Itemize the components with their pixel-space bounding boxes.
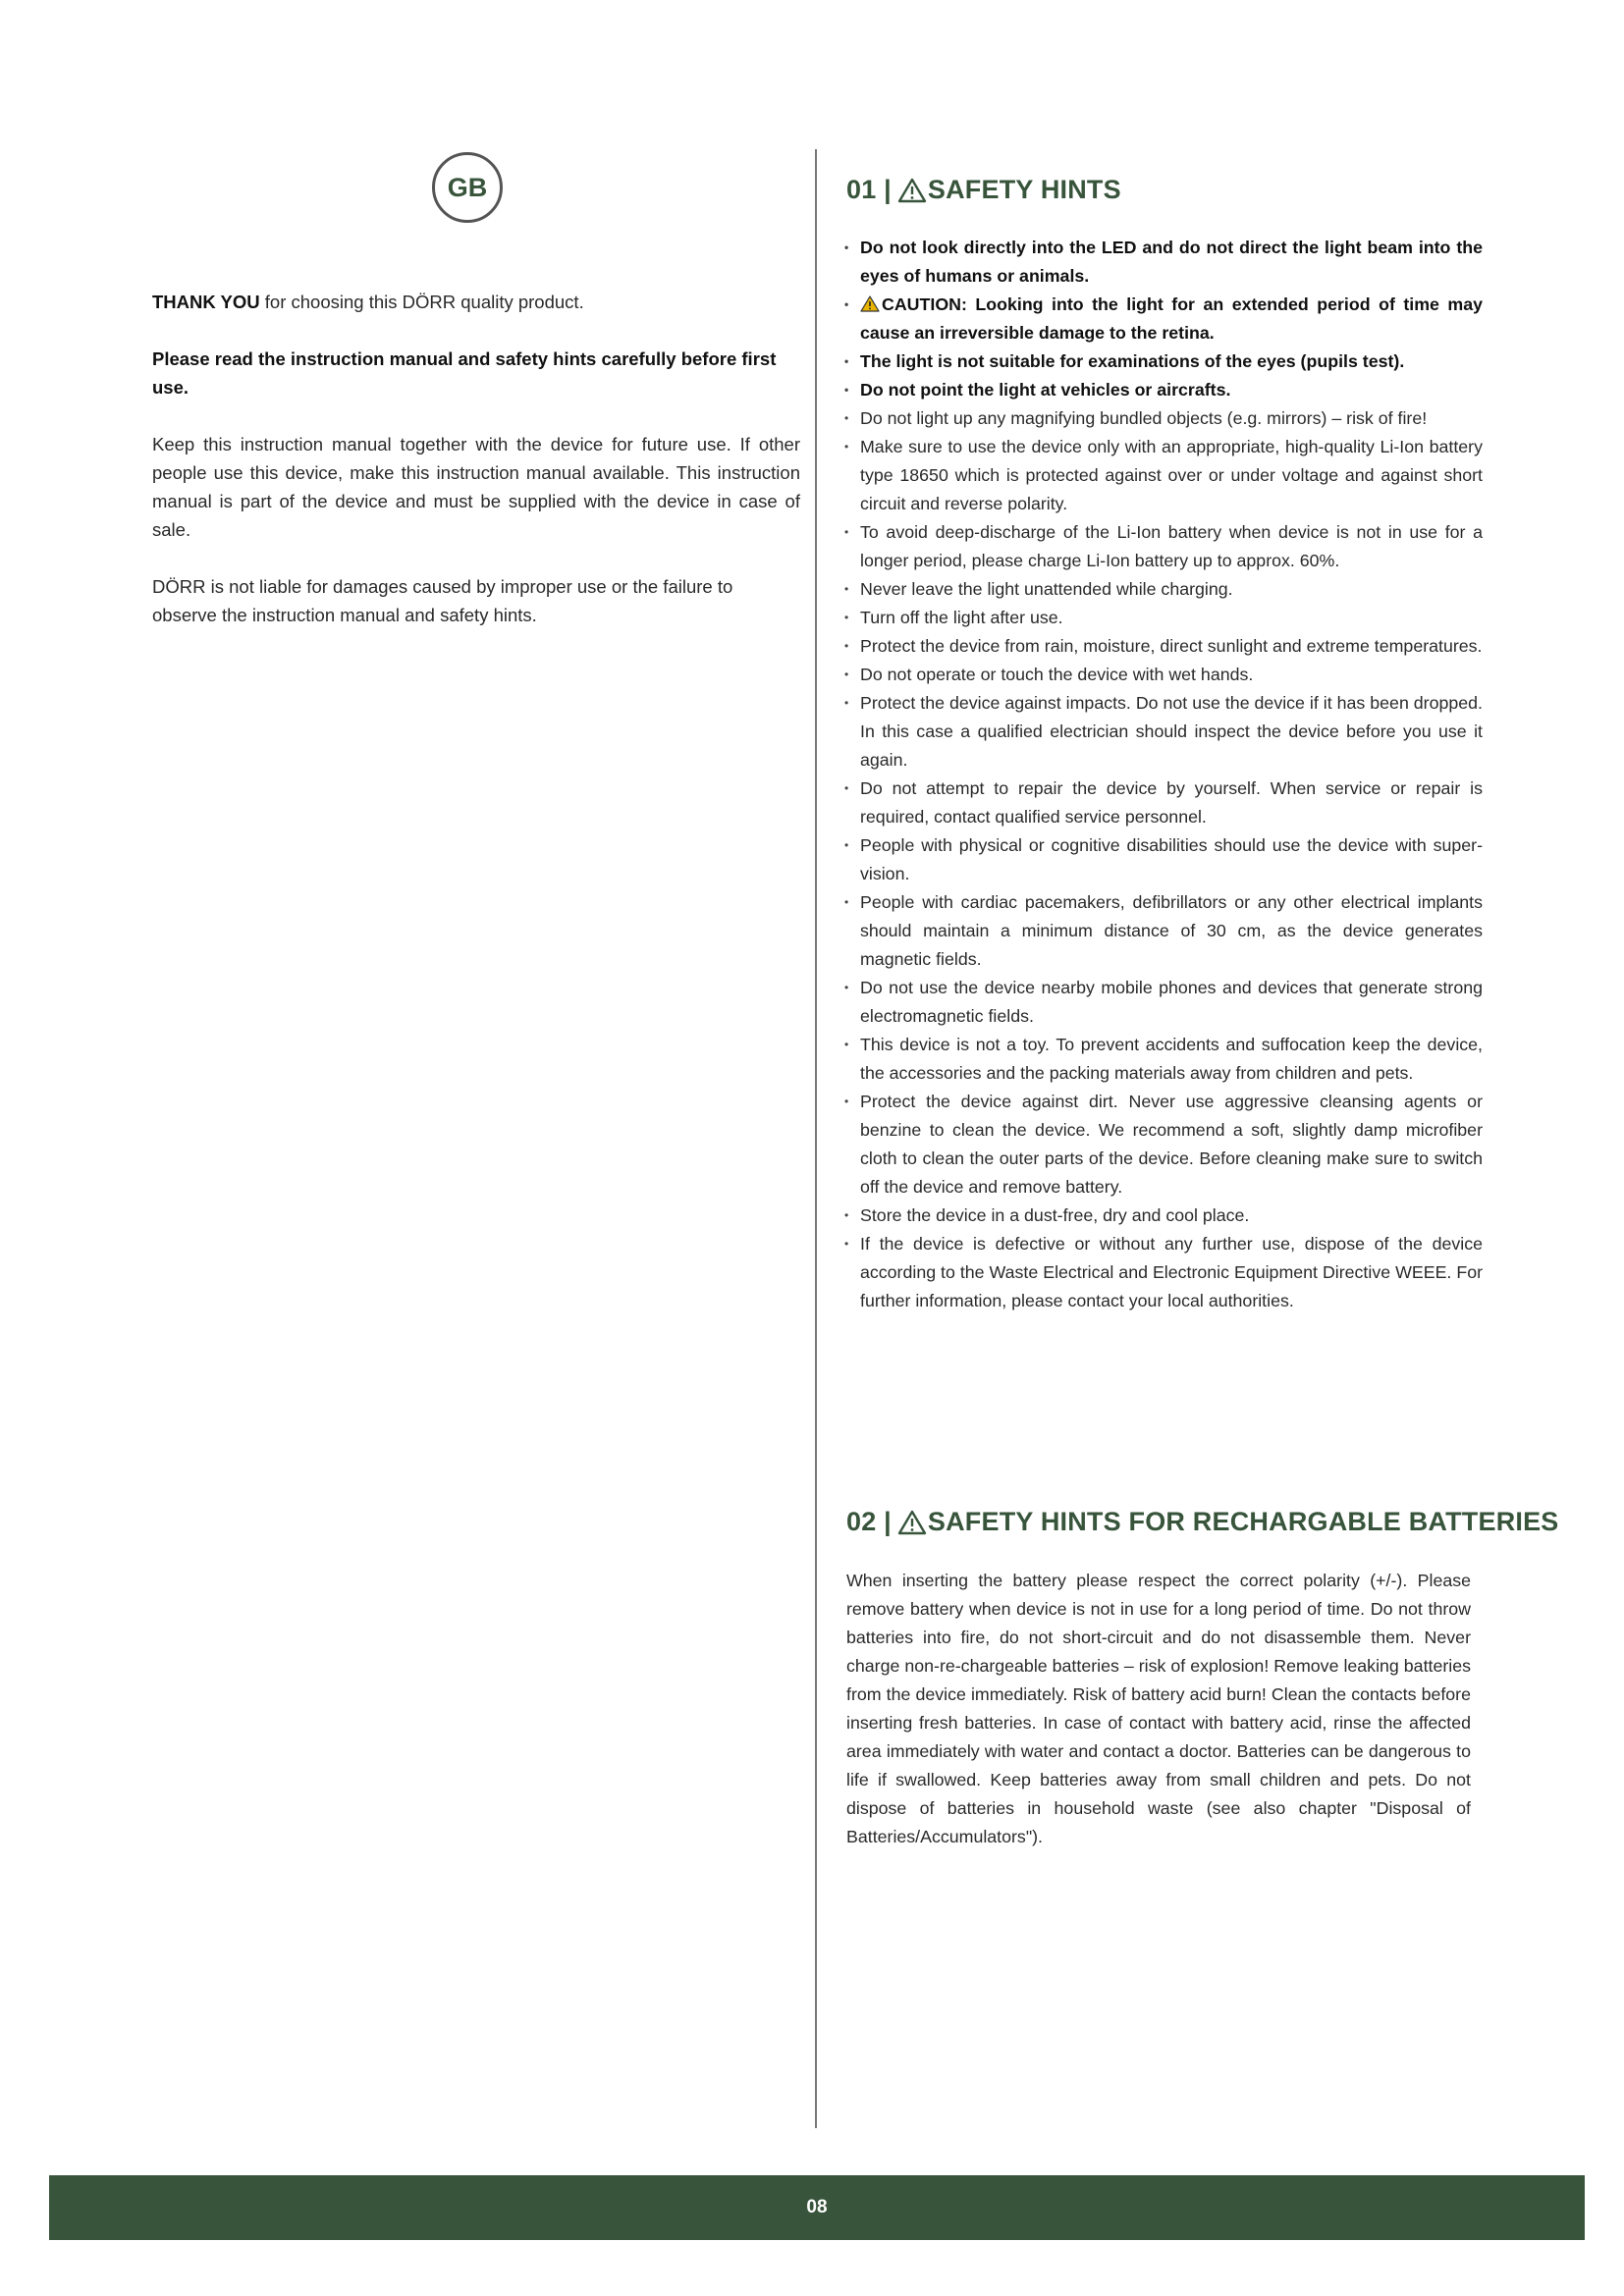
thank-you-rest: for choosing this DÖRR quality product.	[259, 292, 584, 312]
section-number: 01 |	[846, 175, 892, 204]
list-item: • People with physical or cognitive disabilities should use the device with super-vision.	[844, 831, 1483, 888]
list-item	[844, 291, 1483, 347]
intro-column	[152, 288, 800, 658]
safety-hints-list	[844, 234, 1483, 1315]
battery-hints-paragraph: When inserting the battery please respect the correct polarity (+/-). Please remove battery when device is not in use for a long period of time. Do not throw batteries into fire, do not short-circuit and do not disassemble them. Never charge non-re-chargeable batteries – risk of explosion! Remove leaking batteries from the device immediately. Risk of battery acid burn! Clean the contacts before inserting fresh batteries. In case of contact with battery acid, rinse the affected area immediately with water and contact a doctor. Batteries can be dangerous to life if swallowed. Keep batteries away from small children and pets. Do not dispose of batteries in household waste (see also chapter "Disposal of Batteries/Accumulators").	[846, 1571, 1471, 1846]
list-item: • Never leave the light unattended while charging.	[844, 575, 1483, 604]
list-item: • Make sure to use the device only with an appropriate, high-quality Li-Ion battery type 18650 which is protected against over or under voltage and against short circuit and reverse polarity.	[844, 433, 1483, 518]
list-item: • Do not operate or touch the device with wet hands.	[844, 661, 1483, 689]
caution-text: CAUTION: Looking into the light for an extended period of time may cause an irreversible damage to the retina.	[860, 294, 1483, 343]
page-number: 08	[806, 2197, 828, 2217]
section-title-text: SAFETY HINTS	[927, 175, 1121, 204]
column-divider	[815, 149, 817, 2128]
caution-triangle-icon	[860, 295, 880, 312]
list-item: • Do not look directly into the LED and do not direct the light beam into the eyes of humans or animals.	[844, 234, 1483, 291]
page-footer	[49, 2175, 1585, 2240]
list-item: • Do not point the light at vehicles or aircrafts.	[844, 376, 1483, 404]
list-item: • This device is not a toy. To prevent accidents and suffocation keep the device, the accessories and the packing materials away from children and pets.	[844, 1031, 1483, 1088]
warning-triangle-icon	[897, 178, 927, 203]
list-item: • Protect the device from rain, moisture, direct sunlight and extreme temperatures.	[844, 632, 1483, 661]
list-item: • Do not use the device nearby mobile phones and devices that generate strong electromagnetic fields.	[844, 974, 1483, 1031]
section-title-battery-hints	[846, 1507, 1559, 1537]
list-item: • If the device is defective or without any further use, dispose of the device according to the Waste Electrical and Electronic Equipment Directive WEEE. For further information, please contact your local authorities.	[844, 1230, 1483, 1315]
list-item: • The light is not suitable for examinations of the eyes (pupils test).	[844, 347, 1483, 376]
thank-you-line	[152, 288, 800, 316]
list-item: • Turn off the light after use.	[844, 604, 1483, 632]
read-notice: Please read the instruction manual and safety hints carefully before first use.	[152, 348, 777, 398]
list-item: • People with cardiac pacemakers, defibrillators or any other electrical implants should maintain a minimum distance of 30 cm, as the device generates magnetic fields.	[844, 888, 1483, 974]
list-item: • Protect the device against impacts. Do not use the device if it has been dropped. In this case a qualified electrician should inspect the device before you use it again.	[844, 689, 1483, 774]
keep-manual-paragraph: Keep this instruction manual together with the device for future use. If other people use this device, make this instruction manual available. This instruction manual is part of the device and must be supplied with the device in case of sale.	[152, 434, 800, 540]
list-item: • Do not light up any magnifying bundled objects (e.g. mirrors) – risk of fire!	[844, 404, 1483, 433]
liability-paragraph: DÖRR is not liable for damages caused by improper use or the failure to observe the instruction manual and safety hints.	[152, 576, 733, 625]
list-item: • Store the device in a dust-free, dry and cool place.	[844, 1201, 1483, 1230]
section-title-safety-hints	[846, 175, 1121, 205]
warning-triangle-icon	[897, 1510, 927, 1535]
thank-you-bold: THANK YOU	[152, 292, 260, 312]
section-title-text: SAFETY HINTS FOR RECHARGABLE BATTERIES	[927, 1507, 1559, 1536]
section-number: 02 |	[846, 1507, 892, 1536]
language-badge: GB	[432, 152, 503, 223]
list-item: • Do not attempt to repair the device by yourself. When service or repair is required, contact qualified service personnel.	[844, 774, 1483, 831]
list-item: • To avoid deep-discharge of the Li-Ion battery when device is not in use for a longer period, please charge Li-Ion battery up to approx. 60%.	[844, 518, 1483, 575]
list-item: • Protect the device against dirt. Never use aggressive cleansing agents or benzine to clean the device. We recommend a soft, slightly damp microfiber cloth to clean the outer parts of the device. Before cleaning make sure to switch off the device and remove battery.	[844, 1088, 1483, 1201]
